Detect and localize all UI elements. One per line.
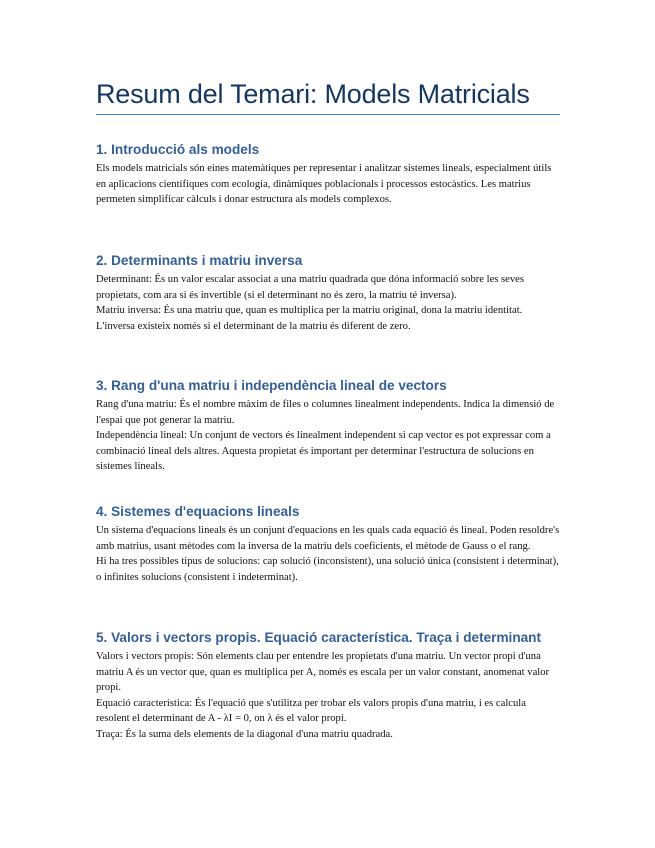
section-introduction: [96, 141, 560, 208]
section-eigenvalues: [96, 629, 560, 743]
section-body: [96, 649, 560, 743]
paragraph: Traça: És la suma dels elements de la diagonal d'una matriu quadrada.: [96, 728, 393, 740]
section-heading: 4. Sistemes d'equacions lineals: [96, 504, 300, 519]
section-body: [96, 272, 560, 334]
section-body: [96, 397, 560, 475]
section-heading: 2. Determinants i matriu inversa: [96, 253, 303, 268]
section-body: [96, 161, 560, 208]
paragraph: Un sistema d'equacions lineals és un conjunt d'equacions en les quals cada equació és lineal. Poden resoldre's amb matrius, usant mètodes com la inversa de la matriu dels coeficients, el mètode de Gauss o el rang.: [96, 525, 560, 552]
section-determinants: [96, 252, 560, 334]
section-heading: 1. Introducció als models: [96, 142, 260, 157]
section-heading: 3. Rang d'una matriu i independència lineal de vectors: [96, 378, 447, 393]
paragraph: Independència lineal: Un conjunt de vectors és linealment independent si cap vector es pot expressar com a combinació lineal dels altres. Aquesta propietat és important per determinar l'estructura de solucions en sistemes lineals.: [96, 430, 551, 473]
paragraph: Matriu inversa: És una matriu que, quan es multiplica per la matriu original, dona la matriu identitat. L'inversa existeix només si el determinant de la matriu és diferent de zero.: [96, 305, 523, 332]
section-body: [96, 523, 560, 585]
title-underline: [96, 114, 560, 115]
paragraph: Equació característica: És l'equació que s'utilitza per trobar els valors propis d'una matriu, i es calcula resolent el determinant de A - λI = 0, on λ és el valor propi.: [96, 697, 526, 725]
paragraph: Rang d'una matriu: És el nombre màxim de files o columnes linealment independents. Indica la dimensió de l'espai que pot generar la matriu.: [96, 399, 555, 426]
section-heading: 5. Valors i vectors propis. Equació característica. Traça i determinant: [96, 630, 542, 645]
document-title: Resum del Temari: Models Matricials: [96, 79, 530, 109]
paragraph: Determinant: És un valor escalar associat a una matriu quadrada que dóna informació sobre les seves propietats, com ara si és invertible (si el determinant no és zero, la matriu té inversa).: [96, 274, 525, 301]
paragraph: Valors i vectors propis: Són elements clau per entendre les propietats d'una matriu. Un vector propi d'una matriu A és un vector que, quan es multiplica per A, només es escala per un valor constant, anomenat valor propi.: [96, 651, 550, 694]
paragraph: Els models matricials són eines matemàtiques per representar i analitzar sistemes lineals, especialment útils en aplicacions científiques com ecologia, dinàmiques poblacionals i processos estocàstics. Les matrius permeten simplificar càlculs i donar estructura als models complexos.: [96, 163, 552, 206]
section-rank: [96, 377, 560, 475]
paragraph: Hi ha tres possibles tipus de solucions: cap solució (inconsistent), una solució única (consistent i determinat), o infinites solucions (consistent i indeterminat).: [96, 556, 559, 583]
section-linear-systems: [96, 503, 560, 585]
